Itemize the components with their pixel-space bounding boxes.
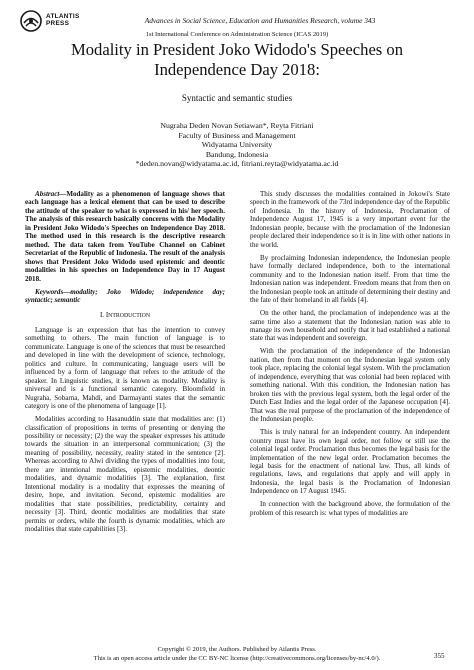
conference-name: 1st International Conference on Administration Science (ICAS 2019): [145, 31, 329, 38]
keywords: Keywords—modality; Joko Widodo; independence day; syntactic; semantic: [25, 287, 225, 305]
license-notice: This is an open access article under the CC BY-NC license (http://creativecommons.org/licenses/by-nc/4.0/).: [93, 654, 381, 662]
atlantis-press-logo-icon: [20, 10, 42, 32]
copyright-notice: Copyright © 2019, the Authors. Published by Atlantis Press.: [157, 646, 317, 653]
abstract: [25, 190, 225, 283]
author-block: [0, 121, 474, 169]
section-title-first-letter: I: [105, 311, 109, 320]
section-title-rest: NTRODUCTION: [108, 313, 151, 320]
page-footer: [0, 646, 474, 663]
section-heading-introduction: [25, 311, 225, 320]
publisher-logo: [20, 10, 80, 32]
journal-title: Advances in Social Science, Education and Humanities Research, volume 343: [144, 16, 376, 25]
right-column: [250, 190, 450, 522]
paragraph: This study discusses the modalities contained in Jokowi's State speech in the framework of the 73rd independence day of the Republic of Indonesia. In the history of Indonesia, Proclamation of Independence August 17, 1945 is a very important event for the Indonesian people, because with the proclamation of the Indonesian people declared their independence so it is in line with other nations in the world.: [250, 190, 450, 249]
paper-title-line2: Independence Day 2018:: [154, 60, 320, 79]
page-number: 355: [434, 652, 445, 660]
paragraph: In connection with the background above, the formulation of the problem of this research is: what types of modalities are: [250, 500, 450, 517]
paper-subtitle: Syntactic and semantic studies: [181, 93, 293, 103]
paragraph: Language is an expression that has the intention to convey something to others. The main function of language is to communicate. Language is one of the sciences that must be researched and developed in line with the development of science, technology, politics and culture. In communicating, language users will be influenced by a form of language that refers to the attitude of the speaker. In Linguistic studies, it is known as modality. Modality is universal and is a functional semantic category. Bloomfield in Nugraha, Sobarna, Mahdi, and Darmayanti states that the semantic category is one of the phenomena of language [1].: [25, 325, 225, 411]
author-names: Nugraha Deden Novan Setiawan*, Reyta Fitriani: [160, 121, 314, 130]
publisher-name-line2: PRESS: [46, 20, 70, 28]
paragraph: With the proclamation of the independence of the Indonesian nation, then from that moment on the Indonesian legal system only took place, replacing the colonial legal system. With the proclamation of independence, everything that was colonial had been replaced with something national. With this condition, the Indonesian nation has broken ties with the previous legal system, both the legal order of the Dutch East Indies and the legal order of the Japanese occupation [4]. That was the real purpose of the proclamation of the independence of the Indonesian people.: [250, 347, 450, 424]
author-emails: *deden.novan@widyatama.ac.id, fitriani.reyta@widyatama.ac.id: [135, 159, 339, 169]
abstract-label: Abstract—: [35, 190, 67, 198]
publisher-name: [46, 10, 80, 28]
paragraph: Modalities according to Hasanuddin state that modalities are: (1) classification of propositions in terms of presenting or denying the possibility or necessity; (2) the way the speaker expresses his attitude towards the situation in an interpersonal communication; (3) the meaning of possibility, necessity, reality stated in the sentence [2]. Whereas according to Alwi dividing the types of modalities into four, there are intentional modalities, epistemic modalities, deontic modalities, and dynamic modalities [3]. The explanation, first Intentional modality is a modality that expresses the meaning of desire, hope, and invitation. Second, epistemic modalities are modalities that state possibilities, predictability, certainty and necessity [3]. Third, deontic modalities are modalities that state permits or orders, while the fourth is dynamic modalities, which are modalities that state capabilities [3].: [25, 415, 225, 533]
left-column: [25, 190, 225, 538]
affiliation-city: Bandung, Indonesia: [205, 149, 269, 159]
affiliation-faculty: Faculty of Business and Management: [178, 130, 296, 140]
abstract-text: Modality as a phenomenon of language shows that each language has a lexical element that can be used to describe the attitude of the speaker to what is expressed in his/ her speech. The analysis of this research basically concerns with the Modality in President Joko Widodo's Speeches on Independence Day 2018. The method used in this research is the descriptive research method. The data taken from YouTube Channel on Cabinet Secretariat of the Republic of Indonesia. The result of the analysis shows that President Joko Widodo used epistemic and deontic modalities in his speeches on Independence Day in 17 August 2018.: [25, 190, 225, 283]
affiliation-university: Widyatama University: [201, 140, 273, 150]
paragraph: By proclaiming Indonesian independence, the Indonesian people have formally declared independence, both to the international community and to the Indonesian nation itself. From that time the Indonesian nation was independent. Freedom means that from then on the Indonesian people took an attitude of determining their destiny and the fate of their homeland in all fields [4].: [250, 253, 450, 305]
paper-title-line1: Modality in President Joko Widodo's Speeches on: [70, 40, 404, 59]
paragraph: On the other hand, the proclamation of independence was at the same time also a statement that the Indonesian nation was able to manage its own household and notify that it had established a national state that was independent and sovereign.: [250, 309, 450, 343]
paper-title: [20, 40, 454, 80]
section-number: I.: [99, 311, 105, 320]
publisher-name-line1: ATLANTIS: [46, 13, 80, 20]
paragraph: This is truly natural for an independent country. An independent country must have its own legal order, not follow or still use the colonial legal order. Proclamation thus becomes the legal basis for the implementation of the new legal order. Proclamation becomes the legal basis for the enactment of national law. Thus, all kinds of regulations, laws, and regulations that apply and will apply in Indonesia, the legal basis is the Proclamation of Indonesian Independence on 17 August 1945.: [250, 428, 450, 496]
